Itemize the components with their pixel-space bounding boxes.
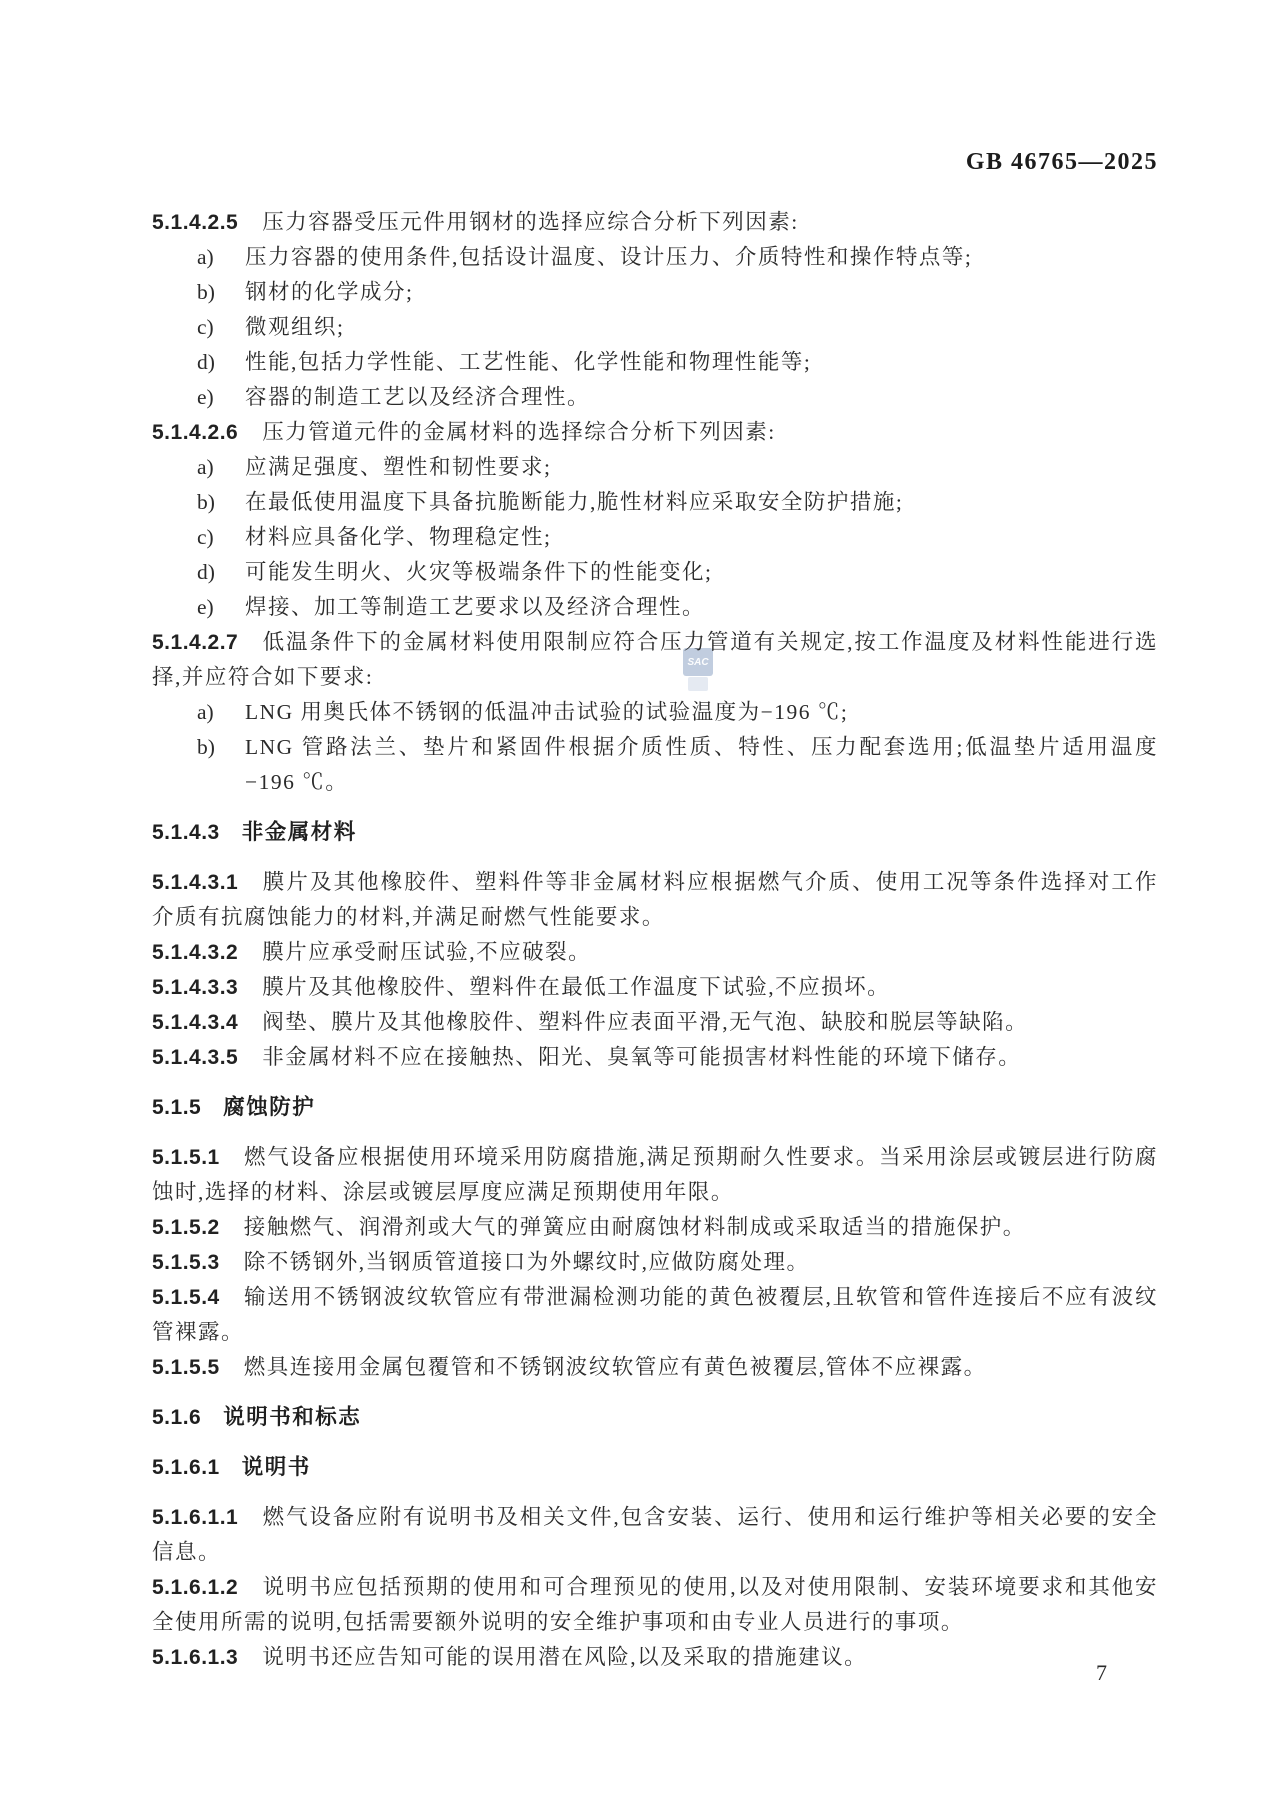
clause-number: 5.1.4.2.7	[152, 631, 239, 654]
clause-number: 5.1.4.3.4	[152, 1011, 239, 1034]
list-item-text: 压力容器的使用条件,包括设计温度、设计压力、介质特性和操作特点等;	[245, 245, 973, 269]
clause-text: 阀垫、膜片及其他橡胶件、塑料件应表面平滑,无气泡、缺胶和脱层等缺陷。	[262, 1010, 1029, 1034]
list-item-text: 微观组织;	[245, 315, 345, 339]
list-item-text: 应满足强度、塑性和韧性要求;	[245, 455, 552, 479]
list-item-marker: e)	[197, 595, 214, 619]
clause-number: 5.1.6.1.2	[152, 1576, 239, 1599]
clause-text: 接触燃气、润滑剂或大气的弹簧应由耐腐蚀材料制成或采取适当的措施保护。	[243, 1215, 1026, 1239]
clause-number: 5.1.4.3.1	[152, 871, 239, 894]
clause-paragraph	[152, 1005, 1158, 1040]
clause-paragraph	[152, 935, 1158, 970]
section-number: 5.1.4.3	[152, 821, 220, 844]
clause-paragraph	[152, 625, 1158, 695]
list-item-text: 可能发生明火、火灾等极端条件下的性能变化;	[245, 560, 713, 584]
list-item-text: 容器的制造工艺以及经济合理性。	[245, 385, 591, 409]
list-item	[152, 380, 1158, 415]
list-item-text: 性能,包括力学性能、工艺性能、化学性能和物理性能等;	[245, 350, 812, 374]
list-item	[152, 590, 1158, 625]
clause-paragraph	[152, 1210, 1158, 1245]
clause-number: 5.1.6.1.1	[152, 1506, 239, 1529]
list-item	[152, 345, 1158, 380]
clause-paragraph	[152, 1245, 1158, 1280]
clause-paragraph	[152, 1140, 1158, 1210]
clause-text: 说明书还应告知可能的误用潜在风险,以及采取的措施建议。	[262, 1645, 868, 1669]
clause-paragraph	[152, 970, 1158, 1005]
list-item-text: 钢材的化学成分;	[245, 280, 414, 304]
section-heading	[152, 1450, 1158, 1485]
clause-number: 5.1.5.2	[152, 1216, 220, 1239]
section-title: 说明书	[241, 1455, 311, 1479]
list-item-text: 在最低使用温度下具备抗脆断能力,脆性材料应采取安全防护措施;	[245, 490, 904, 514]
clause-text: 燃气设备应附有说明书及相关文件,包含安装、运行、使用和运行维护等相关必要的安全信息。	[152, 1505, 1158, 1564]
clause-text: 除不锈钢外,当钢质管道接口为外螺纹时,应做防腐处理。	[243, 1250, 810, 1274]
section-title: 腐蚀防护	[223, 1095, 316, 1119]
list-item-marker: b)	[197, 735, 215, 759]
clause-number: 5.1.5.5	[152, 1356, 220, 1379]
page-number: 7	[1096, 1660, 1107, 1685]
list-item-marker: a)	[197, 245, 214, 269]
clause-text: 膜片及其他橡胶件、塑料件等非金属材料应根据燃气介质、使用工况等条件选择对工作介质有抗腐蚀能力的材料,并满足耐燃气性能要求。	[152, 870, 1158, 929]
clause-text: 燃气设备应根据使用环境采用防腐措施,满足预期耐久性要求。当采用涂层或镀层进行防腐蚀时,选择的材料、涂层或镀层厚度应满足预期使用年限。	[152, 1145, 1158, 1204]
list-item-marker: d)	[197, 350, 215, 374]
section-heading	[152, 815, 1158, 850]
list-item	[152, 275, 1158, 310]
clause-paragraph	[152, 205, 1158, 240]
clause-text: 压力管道元件的金属材料的选择综合分析下列因素:	[262, 420, 776, 444]
sac-watermark: SAC	[683, 648, 713, 676]
list-item-marker: b)	[197, 490, 215, 514]
clause-paragraph	[152, 1570, 1158, 1640]
list-item	[152, 730, 1158, 800]
section-number: 5.1.5	[152, 1096, 202, 1119]
list-item	[152, 695, 1158, 730]
clause-number: 5.1.5.4	[152, 1286, 220, 1309]
section-heading	[152, 1400, 1158, 1435]
list-item-marker: a)	[197, 700, 214, 724]
list-item-marker: a)	[197, 455, 214, 479]
list-item	[152, 485, 1158, 520]
clause-number: 5.1.4.3.5	[152, 1046, 239, 1069]
list-item-marker: c)	[197, 525, 214, 549]
list-item-marker: d)	[197, 560, 215, 584]
clause-number: 5.1.5.1	[152, 1146, 220, 1169]
clause-text: 输送用不锈钢波纹软管应有带泄漏检测功能的黄色被覆层,且软管和管件连接后不应有波纹管裸露。	[152, 1285, 1158, 1344]
section-heading	[152, 1090, 1158, 1125]
clause-text: 燃具连接用金属包覆管和不锈钢波纹软管应有黄色被覆层,管体不应裸露。	[243, 1355, 987, 1379]
clause-paragraph	[152, 415, 1158, 450]
clause-number: 5.1.4.3.2	[152, 941, 239, 964]
clause-paragraph	[152, 1500, 1158, 1570]
clause-paragraph	[152, 1280, 1158, 1350]
list-item-text: 焊接、加工等制造工艺要求以及经济合理性。	[245, 595, 706, 619]
list-item	[152, 450, 1158, 485]
list-item-text: LNG 用奥氏体不锈钢的低温冲击试验的试验温度为−196 ℃;	[245, 700, 849, 724]
clause-number: 5.1.4.2.5	[152, 211, 239, 234]
doc-code-header: GB 46765—2025	[965, 149, 1158, 175]
section-number: 5.1.6	[152, 1406, 202, 1429]
list-item-text: LNG 管路法兰、垫片和紧固件根据介质性质、特性、压力配套选用;低温垫片适用温度−196 ℃。	[245, 735, 1158, 794]
clause-number: 5.1.4.3.3	[152, 976, 239, 999]
clause-text: 膜片及其他橡胶件、塑料件在最低工作温度下试验,不应损坏。	[262, 975, 891, 999]
clause-paragraph	[152, 1350, 1158, 1385]
section-title: 说明书和标志	[223, 1405, 362, 1429]
clause-number: 5.1.6.1.3	[152, 1646, 239, 1669]
list-item	[152, 555, 1158, 590]
clause-text: 压力容器受压元件用钢材的选择应综合分析下列因素:	[262, 210, 799, 234]
clause-paragraph	[152, 1040, 1158, 1075]
clause-number: 5.1.4.2.6	[152, 421, 239, 444]
clause-paragraph	[152, 865, 1158, 935]
clause-text: 非金属材料不应在接触热、阳光、臭氧等可能损害材料性能的环境下储存。	[262, 1045, 1022, 1069]
list-item	[152, 310, 1158, 345]
list-item	[152, 520, 1158, 555]
clause-text: 低温条件下的金属材料使用限制应符合压力管道有关规定,按工作温度及材料性能进行选择,并应符合如下要求:	[152, 630, 1158, 689]
clause-text: 膜片应承受耐压试验,不应破裂。	[262, 940, 592, 964]
list-item-marker: e)	[197, 385, 214, 409]
document-body	[152, 205, 1158, 1675]
list-item	[152, 240, 1158, 275]
clause-text: 说明书应包括预期的使用和可合理预见的使用,以及对使用限制、安装环境要求和其他安全使用所需的说明,包括需要额外说明的安全维护事项和由专业人员进行的事项。	[152, 1575, 1158, 1634]
clause-paragraph	[152, 1640, 1158, 1675]
section-number: 5.1.6.1	[152, 1456, 220, 1479]
list-item-text: 材料应具备化学、物理稳定性;	[245, 525, 552, 549]
list-item-marker: c)	[197, 315, 214, 339]
section-title: 非金属材料	[241, 820, 357, 844]
list-item-marker: b)	[197, 280, 215, 304]
clause-number: 5.1.5.3	[152, 1251, 220, 1274]
